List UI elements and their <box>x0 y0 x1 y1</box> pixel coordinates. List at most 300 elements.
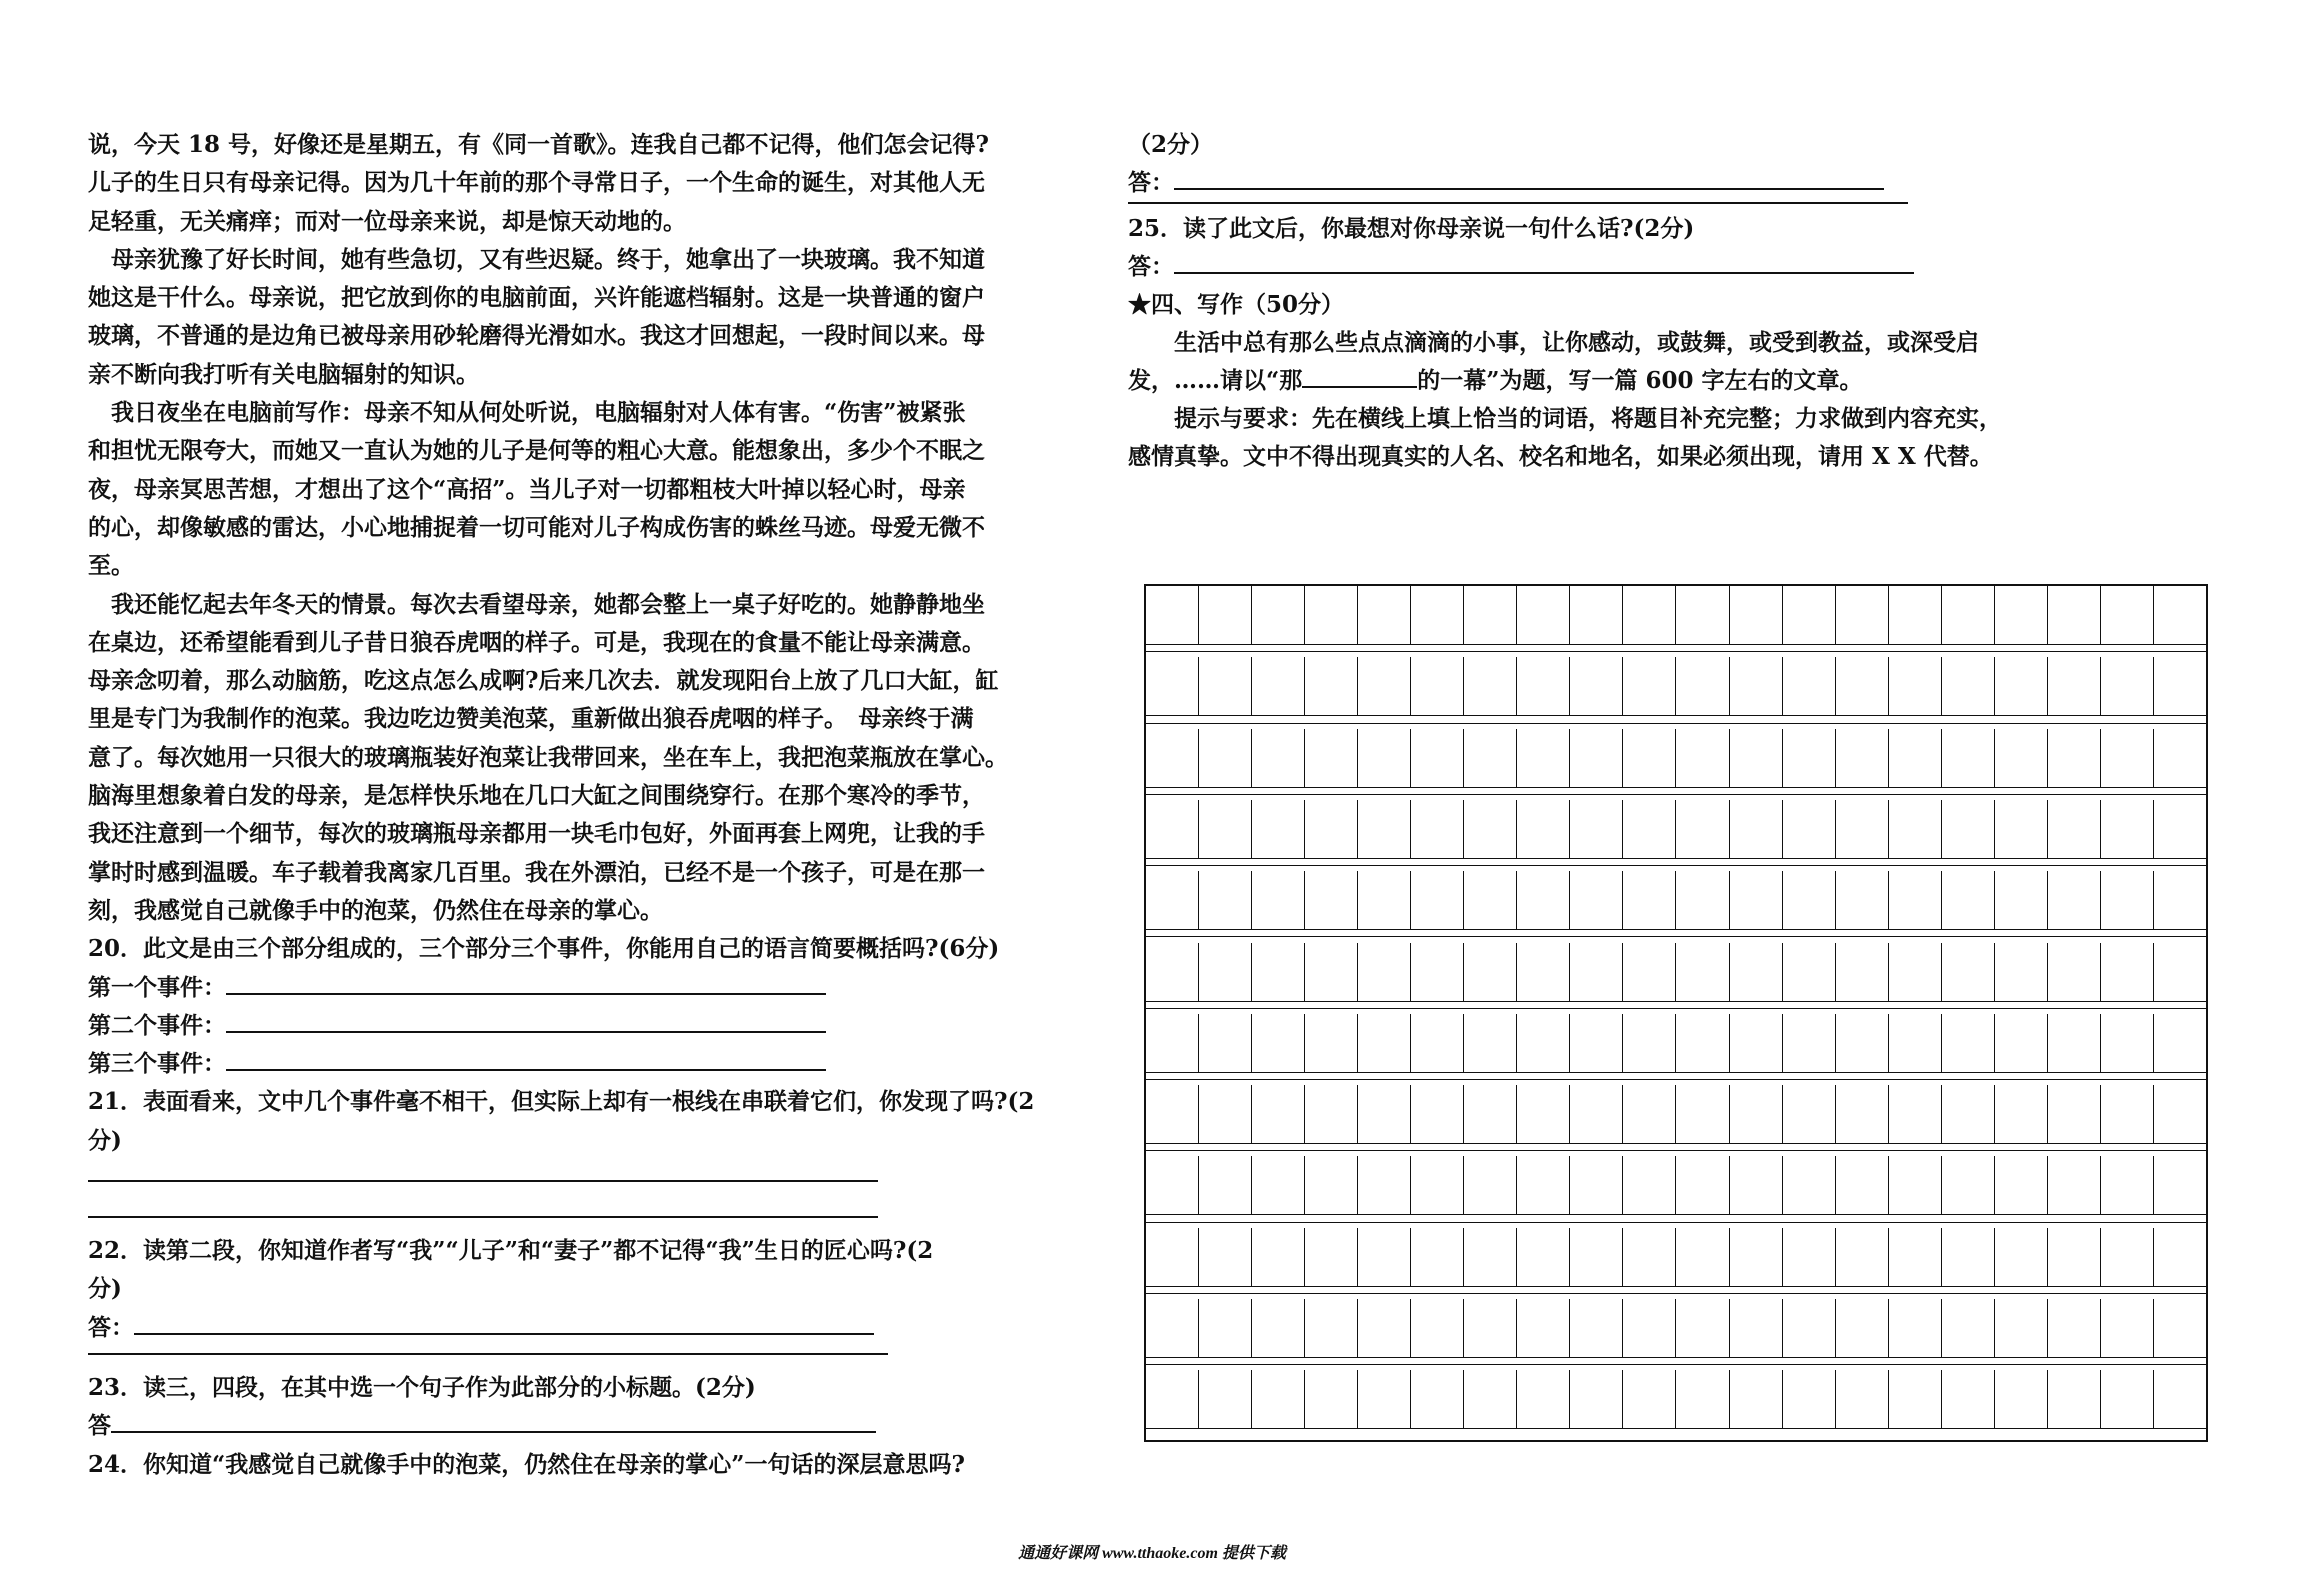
grid-cell[interactable] <box>1888 1156 1941 1214</box>
grid-cell[interactable] <box>1516 1085 1569 1143</box>
grid-cell[interactable] <box>1304 586 1357 644</box>
event-1-answer-line[interactable] <box>226 969 826 995</box>
grid-cell[interactable] <box>1251 943 1304 1001</box>
grid-cell[interactable] <box>1729 1370 1782 1428</box>
q23-answer-line[interactable] <box>111 1407 876 1433</box>
grid-cell[interactable] <box>1782 729 1835 787</box>
grid-cell[interactable] <box>1251 1228 1304 1286</box>
question-24: 24．你知道“我感觉自己就像手中的泡菜，仍然住在母亲的掌心”一句话的深层意思吗? <box>88 1450 965 1478</box>
article-line: 刻，我感觉自己就像手中的泡菜，仍然住在母亲的掌心。 <box>88 896 663 924</box>
grid-cell[interactable] <box>1941 729 1994 787</box>
grid-cell[interactable] <box>1622 657 1675 715</box>
grid-cell[interactable] <box>1622 1299 1675 1357</box>
grid-cell[interactable] <box>1463 943 1516 1001</box>
grid-cell[interactable] <box>1835 586 1888 644</box>
grid-cell[interactable] <box>1675 1156 1728 1214</box>
prompt-prefix: 发，……请以“那 <box>1128 367 1303 394</box>
grid-cell[interactable] <box>1994 729 2047 787</box>
grid-cell[interactable] <box>1888 871 1941 929</box>
grid-cell[interactable] <box>1941 586 1994 644</box>
grid-cell[interactable] <box>1146 1370 1198 1428</box>
question-21-line-1: 21．表面看来，文中几个事件毫不相干，但实际上却有一根线在串联着它们，你发现了吗?(2 <box>88 1088 1035 1116</box>
grid-cell[interactable] <box>1146 657 1198 715</box>
q22-answer-label: 答： <box>88 1313 134 1341</box>
question-22-line-1: 22．读第二段，你知道作者写“我”“儿子”和“妻子”都不记得“我”生日的匠心吗?(2 <box>88 1237 934 1265</box>
grid-cell[interactable] <box>1729 729 1782 787</box>
grid-row <box>1146 943 2206 1002</box>
grid-cell[interactable] <box>1410 586 1463 644</box>
grid-cell[interactable] <box>1835 729 1888 787</box>
grid-cell[interactable] <box>1198 871 1251 929</box>
grid-cell[interactable] <box>2153 943 2206 1001</box>
grid-cell[interactable] <box>1463 729 1516 787</box>
q24-answer-row <box>1128 164 2228 202</box>
grid-row <box>1146 1228 2206 1287</box>
grid-cell[interactable] <box>1198 1299 1251 1357</box>
article-line: 脑海里想象着白发的母亲，是怎样快乐地在几口大缸之间围绕穿行。在那个寒冷的季节， <box>88 782 985 810</box>
grid-cell[interactable] <box>1675 1370 1728 1428</box>
grid-cell[interactable] <box>1994 586 2047 644</box>
q24-answer-label: 答： <box>1128 169 1174 196</box>
grid-cell[interactable] <box>1569 800 1622 858</box>
grid-cell[interactable] <box>1569 657 1622 715</box>
q23-answer-label: 答 <box>88 1412 111 1440</box>
grid-cell[interactable] <box>1835 1370 1888 1428</box>
grid-cell[interactable] <box>1888 800 1941 858</box>
grid-cell[interactable] <box>1198 1228 1251 1286</box>
grid-cell[interactable] <box>1941 1085 1994 1143</box>
grid-cell[interactable] <box>1198 586 1251 644</box>
grid-cell[interactable] <box>2153 1156 2206 1214</box>
grid-cell[interactable] <box>2047 871 2100 929</box>
grid-cell[interactable] <box>1835 1014 1888 1072</box>
grid-cell[interactable] <box>1463 1228 1516 1286</box>
grid-row <box>1146 657 2206 716</box>
grid-cell[interactable] <box>1675 657 1728 715</box>
grid-cell[interactable] <box>1622 1085 1675 1143</box>
grid-cell[interactable] <box>2047 586 2100 644</box>
section-title: ★四、写作（50分） <box>1128 291 1345 318</box>
grid-cell[interactable] <box>2100 800 2153 858</box>
event-3-label: 第三个事件： <box>88 1050 226 1078</box>
grid-cell[interactable] <box>1941 943 1994 1001</box>
grid-cell[interactable] <box>1463 1299 1516 1357</box>
grid-cell[interactable] <box>1410 943 1463 1001</box>
grid-cell[interactable] <box>1622 943 1675 1001</box>
grid-cell[interactable] <box>2100 943 2153 1001</box>
q22-answer-line-1[interactable] <box>134 1309 874 1335</box>
grid-cell[interactable] <box>1994 1014 2047 1072</box>
grid-cell[interactable] <box>1357 1299 1410 1357</box>
grid-cell[interactable] <box>1198 1370 1251 1428</box>
grid-cell[interactable] <box>1304 1370 1357 1428</box>
grid-cell[interactable] <box>1888 1370 1941 1428</box>
grid-cell[interactable] <box>1835 871 1888 929</box>
q23-answer-row <box>88 1407 1080 1445</box>
grid-cell[interactable] <box>2047 1014 2100 1072</box>
grid-cell[interactable] <box>1675 1228 1728 1286</box>
grid-cell[interactable] <box>1304 657 1357 715</box>
grid-cell[interactable] <box>1569 586 1622 644</box>
grid-row <box>1146 1370 2206 1429</box>
grid-cell[interactable] <box>1146 586 1198 644</box>
grid-cell[interactable] <box>1729 1085 1782 1143</box>
grid-row <box>1146 586 2206 645</box>
grid-cell[interactable] <box>1198 800 1251 858</box>
article-line: 亲不断向我打听有关电脑辐射的知识。 <box>88 360 479 388</box>
grid-cell[interactable] <box>1782 586 1835 644</box>
grid-cell[interactable] <box>1146 800 1198 858</box>
event-1-row <box>88 969 1080 1007</box>
grid-cell[interactable] <box>2153 729 2206 787</box>
grid-cell[interactable] <box>1146 1299 1198 1357</box>
grid-cell[interactable] <box>1941 871 1994 929</box>
grid-cell[interactable] <box>1463 871 1516 929</box>
grid-cell[interactable] <box>1675 586 1728 644</box>
grid-cell[interactable] <box>1729 1299 1782 1357</box>
article-line: 她这是干什么。母亲说，把它放到你的电脑前面，兴许能遮档辐射。这是一块普通的窗户 <box>88 284 985 312</box>
grid-row-spacer <box>1146 1143 2206 1151</box>
grid-cell[interactable] <box>1198 1014 1251 1072</box>
grid-row <box>1146 800 2206 859</box>
grid-cell[interactable] <box>1516 729 1569 787</box>
grid-cell[interactable] <box>1994 871 2047 929</box>
grid-cell[interactable] <box>2047 943 2100 1001</box>
grid-cell[interactable] <box>1835 800 1888 858</box>
article-line: 至。 <box>88 552 134 580</box>
question-22-line-2: 分) <box>88 1275 122 1303</box>
grid-cell[interactable] <box>1304 871 1357 929</box>
question-23: 23．读三，四段，在其中选一个句子作为此部分的小标题。(2分) <box>88 1373 756 1401</box>
grid-cell[interactable] <box>1146 943 1198 1001</box>
grid-row-spacer <box>1146 1357 2206 1365</box>
grid-cell[interactable] <box>1729 1228 1782 1286</box>
grid-cell[interactable] <box>2047 1370 2100 1428</box>
grid-cell[interactable] <box>1410 1085 1463 1143</box>
article-line: 母亲念叨着，那么动脑筋，吃这点怎么成啊?后来几次去．就发现阳台上放了几口大缸，缸 <box>88 667 999 695</box>
grid-cell[interactable] <box>1782 1370 1835 1428</box>
grid-cell[interactable] <box>1782 1228 1835 1286</box>
grid-cell[interactable] <box>1888 1228 1941 1286</box>
grid-cell[interactable] <box>1146 1014 1198 1072</box>
grid-cell[interactable] <box>1888 657 1941 715</box>
grid-cell[interactable] <box>1410 657 1463 715</box>
grid-cell[interactable] <box>1994 657 2047 715</box>
q24-answer-line-1[interactable] <box>1174 164 1884 190</box>
grid-cell[interactable] <box>1994 1299 2047 1357</box>
grid-cell[interactable] <box>1782 871 1835 929</box>
grid-cell[interactable] <box>1357 871 1410 929</box>
grid-cell[interactable] <box>1941 1156 1994 1214</box>
grid-cell[interactable] <box>1357 1085 1410 1143</box>
event-2-answer-line[interactable] <box>226 1007 826 1033</box>
grid-cell[interactable] <box>1622 800 1675 858</box>
left-column <box>88 126 1080 1484</box>
title-blank-line[interactable] <box>1302 362 1417 388</box>
grid-row <box>1146 871 2206 930</box>
right-column <box>1128 126 2228 476</box>
grid-cell[interactable] <box>1251 657 1304 715</box>
grid-cell[interactable] <box>1198 943 1251 1001</box>
grid-cell[interactable] <box>1463 1014 1516 1072</box>
grid-cell[interactable] <box>1569 1156 1622 1214</box>
grid-row-spacer <box>1146 715 2206 723</box>
grid-cell[interactable] <box>1357 1014 1410 1072</box>
grid-cell[interactable] <box>1304 729 1357 787</box>
grid-cell[interactable] <box>1888 1014 1941 1072</box>
q25-answer-label: 答： <box>1128 253 1174 280</box>
grid-cell[interactable] <box>1251 871 1304 929</box>
grid-cell[interactable] <box>1782 1299 1835 1357</box>
grid-cell[interactable] <box>1516 1228 1569 1286</box>
grid-cell[interactable] <box>1569 1014 1622 1072</box>
q25-answer-row <box>1128 248 2228 286</box>
grid-cell[interactable] <box>1251 729 1304 787</box>
grid-cell[interactable] <box>1516 1299 1569 1357</box>
grid-cell[interactable] <box>2100 1299 2153 1357</box>
grid-cell[interactable] <box>1835 657 1888 715</box>
question-25: 25．读了此文后，你最想对你母亲说一句什么话?(2分) <box>1128 215 1695 242</box>
grid-cell[interactable] <box>1198 1085 1251 1143</box>
grid-cell[interactable] <box>1622 1156 1675 1214</box>
grid-cell[interactable] <box>1729 657 1782 715</box>
grid-cell[interactable] <box>1304 1156 1357 1214</box>
grid-cell[interactable] <box>1463 1370 1516 1428</box>
grid-cell[interactable] <box>1994 1156 2047 1214</box>
grid-cell[interactable] <box>2153 871 2206 929</box>
grid-cell[interactable] <box>1516 800 1569 858</box>
grid-cell[interactable] <box>2153 1014 2206 1072</box>
grid-cell[interactable] <box>1198 657 1251 715</box>
grid-cell[interactable] <box>1463 657 1516 715</box>
grid-cell[interactable] <box>1304 1085 1357 1143</box>
grid-cell[interactable] <box>1782 800 1835 858</box>
grid-cell[interactable] <box>1516 1014 1569 1072</box>
grid-cell[interactable] <box>1835 1085 1888 1143</box>
grid-cell[interactable] <box>1516 1156 1569 1214</box>
grid-cell[interactable] <box>1251 1299 1304 1357</box>
event-3-answer-line[interactable] <box>226 1045 826 1071</box>
grid-cell[interactable] <box>1410 729 1463 787</box>
grid-cell[interactable] <box>2047 1085 2100 1143</box>
grid-cell[interactable] <box>1304 1299 1357 1357</box>
grid-cell[interactable] <box>1941 657 1994 715</box>
grid-cell[interactable] <box>1251 586 1304 644</box>
grid-cell[interactable] <box>1675 1299 1728 1357</box>
grid-cell[interactable] <box>1357 943 1410 1001</box>
grid-cell[interactable] <box>1729 871 1782 929</box>
article-line: 和担忧无限夸大，而她又一直认为她的儿子是何等的粗心大意。能想象出，多少个不眠之 <box>88 437 985 465</box>
grid-cell[interactable] <box>1941 1370 1994 1428</box>
grid-cell[interactable] <box>1729 1156 1782 1214</box>
grid-cell[interactable] <box>1251 1156 1304 1214</box>
grid-cell[interactable] <box>1569 1370 1622 1428</box>
grid-cell[interactable] <box>1516 943 1569 1001</box>
grid-row-spacer <box>1146 1214 2206 1222</box>
grid-cell[interactable] <box>2100 1228 2153 1286</box>
grid-cell[interactable] <box>1410 1228 1463 1286</box>
grid-cell[interactable] <box>1251 1014 1304 1072</box>
grid-cell[interactable] <box>1675 800 1728 858</box>
grid-cell[interactable] <box>1941 800 1994 858</box>
article-line: 我还能忆起去年冬天的情景。每次去看望母亲，她都会整上一桌子好吃的。她静静地坐 <box>88 590 985 618</box>
writing-prompt-line-1: 生活中总有那么些点点滴滴的小事，让你感动，或鼓舞，或受到教益，或深受启 <box>1128 329 1979 356</box>
grid-cell[interactable] <box>1888 1085 1941 1143</box>
grid-cell[interactable] <box>1994 800 2047 858</box>
grid-cell[interactable] <box>1782 943 1835 1001</box>
grid-cell[interactable] <box>1198 729 1251 787</box>
grid-cell[interactable] <box>1729 586 1782 644</box>
grid-cell[interactable] <box>1675 1014 1728 1072</box>
grid-cell[interactable] <box>1994 943 2047 1001</box>
grid-cell[interactable] <box>1516 657 1569 715</box>
grid-cell[interactable] <box>1516 871 1569 929</box>
grid-cell[interactable] <box>2153 1085 2206 1143</box>
grid-cell[interactable] <box>1941 1299 1994 1357</box>
grid-cell[interactable] <box>1463 1085 1516 1143</box>
requirements-line-1: 提示与要求：先在横线上填上恰当的词语，将题目补充完整；力求做到内容充实， <box>1128 405 2002 432</box>
grid-cell[interactable] <box>1357 1370 1410 1428</box>
grid-cell[interactable] <box>1146 1085 1198 1143</box>
grid-cell[interactable] <box>2100 1156 2153 1214</box>
grid-cell[interactable] <box>2047 1299 2100 1357</box>
grid-row <box>1146 1085 2206 1144</box>
grid-cell[interactable] <box>1675 871 1728 929</box>
grid-cell[interactable] <box>1463 586 1516 644</box>
grid-cell[interactable] <box>1835 1156 1888 1214</box>
grid-cell[interactable] <box>1675 1085 1728 1143</box>
grid-cell[interactable] <box>1463 800 1516 858</box>
grid-cell[interactable] <box>1941 1014 1994 1072</box>
grid-cell[interactable] <box>2100 657 2153 715</box>
grid-cell[interactable] <box>1994 1370 2047 1428</box>
grid-cell[interactable] <box>1729 800 1782 858</box>
grid-cell[interactable] <box>1782 1014 1835 1072</box>
grid-cell[interactable] <box>2153 1228 2206 1286</box>
grid-cell[interactable] <box>2047 1228 2100 1286</box>
grid-cell[interactable] <box>1146 871 1198 929</box>
grid-cell[interactable] <box>2100 1370 2153 1428</box>
grid-cell[interactable] <box>1729 943 1782 1001</box>
grid-cell[interactable] <box>1410 1299 1463 1357</box>
grid-cell[interactable] <box>1622 1370 1675 1428</box>
grid-cell[interactable] <box>1304 1228 1357 1286</box>
grid-cell[interactable] <box>1410 1156 1463 1214</box>
grid-cell[interactable] <box>1782 657 1835 715</box>
footer-credit: 通通好课网 www.tthaoke.com 提供下载 <box>1018 1545 1286 1562</box>
grid-cell[interactable] <box>1941 1228 1994 1286</box>
grid-cell[interactable] <box>1888 586 1941 644</box>
grid-cell[interactable] <box>1357 586 1410 644</box>
grid-cell[interactable] <box>2100 586 2153 644</box>
grid-cell[interactable] <box>1994 1085 2047 1143</box>
grid-cell[interactable] <box>1251 800 1304 858</box>
grid-cell[interactable] <box>1410 800 1463 858</box>
grid-cell[interactable] <box>1516 586 1569 644</box>
grid-cell[interactable] <box>1516 1370 1569 1428</box>
grid-cell[interactable] <box>1729 1014 1782 1072</box>
grid-cell[interactable] <box>1357 729 1410 787</box>
grid-cell[interactable] <box>1198 1156 1251 1214</box>
event-1-label: 第一个事件： <box>88 973 226 1001</box>
grid-cell[interactable] <box>1569 1299 1622 1357</box>
grid-cell[interactable] <box>2047 800 2100 858</box>
grid-cell[interactable] <box>1622 1228 1675 1286</box>
grid-cell[interactable] <box>1569 1085 1622 1143</box>
grid-cell[interactable] <box>1357 800 1410 858</box>
grid-cell[interactable] <box>1304 943 1357 1001</box>
grid-cell[interactable] <box>2100 1085 2153 1143</box>
grid-row <box>1146 729 2206 788</box>
grid-cell[interactable] <box>1835 943 1888 1001</box>
grid-cell[interactable] <box>1410 1370 1463 1428</box>
grid-row-spacer <box>1146 929 2206 937</box>
article-line: 掌时时感到温暖。车子载着我离家几百里。我在外漂泊，已经不是一个孩子，可是在那一 <box>88 858 985 886</box>
grid-cell[interactable] <box>2153 1299 2206 1357</box>
grid-cell[interactable] <box>1251 1085 1304 1143</box>
grid-cell[interactable] <box>1463 1156 1516 1214</box>
grid-cell[interactable] <box>1569 1228 1622 1286</box>
grid-cell[interactable] <box>1410 1014 1463 1072</box>
question-20: 20．此文是由三个部分组成的，三个部分三个事件，你能用自己的语言简要概括吗?(6分) <box>88 935 1000 963</box>
grid-cell[interactable] <box>1782 1085 1835 1143</box>
grid-row-spacer <box>1146 1001 2206 1009</box>
grid-cell[interactable] <box>1888 729 1941 787</box>
grid-cell[interactable] <box>1888 1299 1941 1357</box>
grid-cell[interactable] <box>1357 1156 1410 1214</box>
q25-answer-line[interactable] <box>1174 248 1914 274</box>
grid-cell[interactable] <box>1622 586 1675 644</box>
grid-cell[interactable] <box>2153 657 2206 715</box>
grid-cell[interactable] <box>1569 943 1622 1001</box>
grid-cell[interactable] <box>1622 1014 1675 1072</box>
article-line: 里是专门为我制作的泡菜。我边吃边赞美泡菜，重新做出狼吞虎咽的样子。 母亲终于满 <box>88 705 974 733</box>
writing-grid[interactable] <box>1144 584 2208 1442</box>
grid-cell[interactable] <box>1835 1299 1888 1357</box>
grid-cell[interactable] <box>1675 729 1728 787</box>
grid-cell[interactable] <box>2153 800 2206 858</box>
grid-cell[interactable] <box>1835 1228 1888 1286</box>
grid-cell[interactable] <box>1304 800 1357 858</box>
grid-cell[interactable] <box>1146 729 1198 787</box>
article-line: 的心，却像敏感的雷达，小心地捕捉着一切可能对儿子构成伤害的蛛丝马迹。母爱无微不 <box>88 513 985 541</box>
grid-cell[interactable] <box>2153 1370 2206 1428</box>
grid-cell[interactable] <box>1357 1228 1410 1286</box>
grid-cell[interactable] <box>1251 1370 1304 1428</box>
grid-cell[interactable] <box>1146 1156 1198 1214</box>
grid-cell[interactable] <box>1569 871 1622 929</box>
grid-cell[interactable] <box>1622 871 1675 929</box>
grid-cell[interactable] <box>1146 1228 1198 1286</box>
grid-cell[interactable] <box>2047 729 2100 787</box>
grid-cell[interactable] <box>2100 729 2153 787</box>
grid-cell[interactable] <box>1675 943 1728 1001</box>
grid-cell[interactable] <box>1569 729 1622 787</box>
grid-cell[interactable] <box>2100 1014 2153 1072</box>
grid-row-spacer <box>1146 1286 2206 1294</box>
grid-cell[interactable] <box>2153 586 2206 644</box>
grid-cell[interactable] <box>1622 729 1675 787</box>
grid-cell[interactable] <box>1888 943 1941 1001</box>
grid-cell[interactable] <box>1994 1228 2047 1286</box>
grid-cell[interactable] <box>2047 1156 2100 1214</box>
grid-cell[interactable] <box>1782 1156 1835 1214</box>
grid-cell[interactable] <box>1410 871 1463 929</box>
grid-cell[interactable] <box>1304 1014 1357 1072</box>
grid-cell[interactable] <box>2047 657 2100 715</box>
grid-cell[interactable] <box>2100 871 2153 929</box>
grid-cell[interactable] <box>1357 657 1410 715</box>
